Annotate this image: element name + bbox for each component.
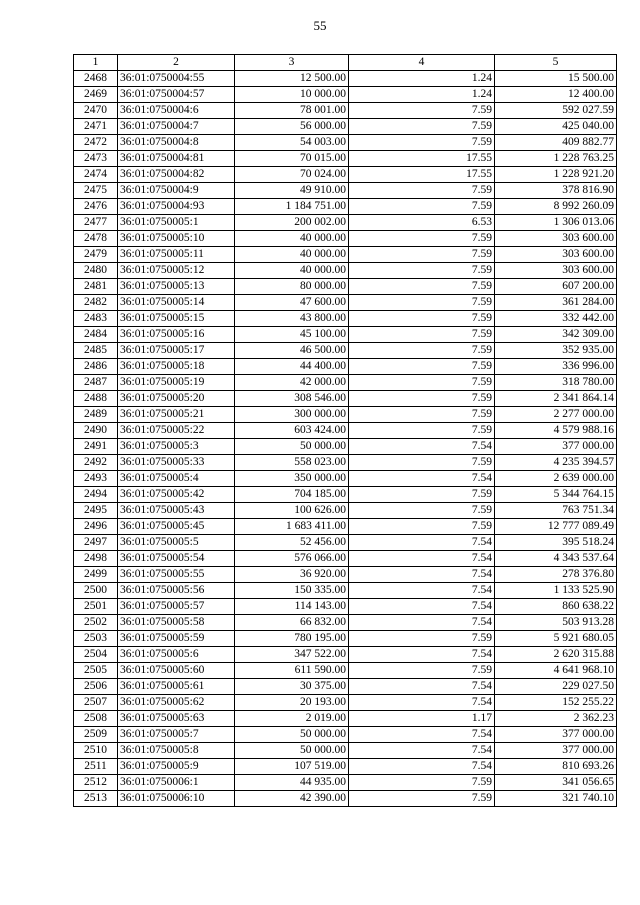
area-cell: 52 456.00 — [235, 535, 349, 551]
table-header-row — [74, 55, 617, 71]
value-cell: 4 235 394.57 — [495, 455, 617, 471]
area-cell: 43 800.00 — [235, 311, 349, 327]
area-cell: 50 000.00 — [235, 727, 349, 743]
rate-cell: 1.24 — [349, 87, 495, 103]
cadastral-number-cell: 36:01:0750005:63 — [118, 711, 235, 727]
row-number-cell: 2481 — [74, 279, 118, 295]
area-cell: 100 626.00 — [235, 503, 349, 519]
row-number-cell: 2476 — [74, 199, 118, 215]
value-cell: 377 000.00 — [495, 727, 617, 743]
column-header: 2 — [118, 55, 235, 71]
row-number-cell: 2469 — [74, 87, 118, 103]
area-cell: 44 400.00 — [235, 359, 349, 375]
table-row — [74, 455, 617, 471]
value-cell: 152 255.22 — [495, 695, 617, 711]
row-number-cell: 2492 — [74, 455, 118, 471]
rate-cell: 7.54 — [349, 551, 495, 567]
row-number-cell: 2493 — [74, 471, 118, 487]
value-cell: 377 000.00 — [495, 743, 617, 759]
table-row — [74, 615, 617, 631]
cadastral-number-cell: 36:01:0750005:4 — [118, 471, 235, 487]
rate-cell: 7.54 — [349, 535, 495, 551]
row-number-cell: 2490 — [74, 423, 118, 439]
table-row — [74, 343, 617, 359]
cadastral-number-cell: 36:01:0750006:1 — [118, 775, 235, 791]
column-header: 4 — [349, 55, 495, 71]
area-cell: 56 000.00 — [235, 119, 349, 135]
row-number-cell: 2482 — [74, 295, 118, 311]
value-cell: 763 751.34 — [495, 503, 617, 519]
cadastral-number-cell: 36:01:0750004:8 — [118, 135, 235, 151]
rate-cell: 7.54 — [349, 583, 495, 599]
column-header: 5 — [495, 55, 617, 71]
value-cell: 860 638.22 — [495, 599, 617, 615]
rate-cell: 7.59 — [349, 791, 495, 807]
cadastral-number-cell: 36:01:0750005:45 — [118, 519, 235, 535]
area-cell: 308 546.00 — [235, 391, 349, 407]
cadastral-number-cell: 36:01:0750006:10 — [118, 791, 235, 807]
table-row — [74, 711, 617, 727]
row-number-cell: 2468 — [74, 71, 118, 87]
row-number-cell: 2485 — [74, 343, 118, 359]
value-cell: 321 740.10 — [495, 791, 617, 807]
cadastral-number-cell: 36:01:0750005:17 — [118, 343, 235, 359]
value-cell: 4 343 537.64 — [495, 551, 617, 567]
row-number-cell: 2505 — [74, 663, 118, 679]
area-cell: 2 019.00 — [235, 711, 349, 727]
row-number-cell: 2502 — [74, 615, 118, 631]
rate-cell: 1.24 — [349, 71, 495, 87]
area-cell: 704 185.00 — [235, 487, 349, 503]
area-cell: 12 500.00 — [235, 71, 349, 87]
cadastral-number-cell: 36:01:0750005:19 — [118, 375, 235, 391]
rate-cell: 7.59 — [349, 487, 495, 503]
value-cell: 810 693.26 — [495, 759, 617, 775]
value-cell: 12 777 089.49 — [495, 519, 617, 535]
table-row — [74, 247, 617, 263]
cadastral-number-cell: 36:01:0750004:82 — [118, 167, 235, 183]
cadastral-number-cell: 36:01:0750005:42 — [118, 487, 235, 503]
value-cell: 8 992 260.09 — [495, 199, 617, 215]
rate-cell: 7.59 — [349, 279, 495, 295]
area-cell: 107 519.00 — [235, 759, 349, 775]
value-cell: 503 913.28 — [495, 615, 617, 631]
row-number-cell: 2510 — [74, 743, 118, 759]
rate-cell: 7.59 — [349, 503, 495, 519]
row-number-cell: 2479 — [74, 247, 118, 263]
table-row — [74, 743, 617, 759]
row-number-cell: 2496 — [74, 519, 118, 535]
table-row — [74, 87, 617, 103]
table-row — [74, 231, 617, 247]
value-cell: 303 600.00 — [495, 247, 617, 263]
table-row — [74, 311, 617, 327]
value-cell: 592 027.59 — [495, 103, 617, 119]
cadastral-number-cell: 36:01:0750005:22 — [118, 423, 235, 439]
table-row — [74, 551, 617, 567]
cadastral-number-cell: 36:01:0750005:58 — [118, 615, 235, 631]
value-cell: 2 341 864.14 — [495, 391, 617, 407]
area-cell: 36 920.00 — [235, 567, 349, 583]
cadastral-number-cell: 36:01:0750004:6 — [118, 103, 235, 119]
rate-cell: 7.54 — [349, 615, 495, 631]
value-cell: 409 882.77 — [495, 135, 617, 151]
cadastral-number-cell: 36:01:0750005:8 — [118, 743, 235, 759]
cadastral-number-cell: 36:01:0750005:16 — [118, 327, 235, 343]
area-cell: 1 184 751.00 — [235, 199, 349, 215]
area-cell: 78 001.00 — [235, 103, 349, 119]
rate-cell: 7.59 — [349, 375, 495, 391]
rate-cell: 7.54 — [349, 439, 495, 455]
area-cell: 47 600.00 — [235, 295, 349, 311]
value-cell: 278 376.80 — [495, 567, 617, 583]
value-cell: 378 816.90 — [495, 183, 617, 199]
row-number-cell: 2484 — [74, 327, 118, 343]
cadastral-number-cell: 36:01:0750004:93 — [118, 199, 235, 215]
cadastral-number-cell: 36:01:0750005:60 — [118, 663, 235, 679]
column-header: 3 — [235, 55, 349, 71]
table-row — [74, 183, 617, 199]
row-number-cell: 2503 — [74, 631, 118, 647]
area-cell: 40 000.00 — [235, 247, 349, 263]
area-cell: 70 024.00 — [235, 167, 349, 183]
cadastral-number-cell: 36:01:0750005:62 — [118, 695, 235, 711]
cadastral-number-cell: 36:01:0750005:6 — [118, 647, 235, 663]
area-cell: 40 000.00 — [235, 263, 349, 279]
column-header: 1 — [74, 55, 118, 71]
area-cell: 40 000.00 — [235, 231, 349, 247]
cadastral-number-cell: 36:01:0750005:14 — [118, 295, 235, 311]
value-cell: 1 228 921.20 — [495, 167, 617, 183]
value-cell: 2 362.23 — [495, 711, 617, 727]
row-number-cell: 2494 — [74, 487, 118, 503]
table-row — [74, 471, 617, 487]
value-cell: 2 620 315.88 — [495, 647, 617, 663]
value-cell: 2 639 000.00 — [495, 471, 617, 487]
rate-cell: 7.54 — [349, 743, 495, 759]
area-cell: 44 935.00 — [235, 775, 349, 791]
area-cell: 46 500.00 — [235, 343, 349, 359]
rate-cell: 7.54 — [349, 599, 495, 615]
area-cell: 558 023.00 — [235, 455, 349, 471]
row-number-cell: 2480 — [74, 263, 118, 279]
area-cell: 10 000.00 — [235, 87, 349, 103]
row-number-cell: 2473 — [74, 151, 118, 167]
table-row — [74, 103, 617, 119]
row-number-cell: 2472 — [74, 135, 118, 151]
rate-cell: 7.59 — [349, 231, 495, 247]
table-row — [74, 647, 617, 663]
area-cell: 350 000.00 — [235, 471, 349, 487]
rate-cell: 7.59 — [349, 359, 495, 375]
table-row — [74, 279, 617, 295]
table-row — [74, 391, 617, 407]
table-row — [74, 295, 617, 311]
row-number-cell: 2506 — [74, 679, 118, 695]
table-body — [74, 55, 617, 807]
row-number-cell: 2509 — [74, 727, 118, 743]
area-cell: 114 143.00 — [235, 599, 349, 615]
cadastral-number-cell: 36:01:0750005:5 — [118, 535, 235, 551]
rate-cell: 7.59 — [349, 407, 495, 423]
rate-cell: 17.55 — [349, 167, 495, 183]
rate-cell: 7.59 — [349, 183, 495, 199]
area-cell: 30 375.00 — [235, 679, 349, 695]
cadastral-number-cell: 36:01:0750004:55 — [118, 71, 235, 87]
data-table — [73, 54, 617, 807]
rate-cell: 7.59 — [349, 327, 495, 343]
rate-cell: 7.54 — [349, 471, 495, 487]
cadastral-number-cell: 36:01:0750005:56 — [118, 583, 235, 599]
area-cell: 1 683 411.00 — [235, 519, 349, 535]
cadastral-number-cell: 36:01:0750005:9 — [118, 759, 235, 775]
table-row — [74, 439, 617, 455]
cadastral-number-cell: 36:01:0750005:15 — [118, 311, 235, 327]
row-number-cell: 2478 — [74, 231, 118, 247]
value-cell: 361 284.00 — [495, 295, 617, 311]
area-cell: 576 066.00 — [235, 551, 349, 567]
rate-cell: 7.59 — [349, 519, 495, 535]
table-row — [74, 759, 617, 775]
cadastral-number-cell: 36:01:0750005:54 — [118, 551, 235, 567]
area-cell: 20 193.00 — [235, 695, 349, 711]
row-number-cell: 2508 — [74, 711, 118, 727]
value-cell: 352 935.00 — [495, 343, 617, 359]
rate-cell: 7.59 — [349, 199, 495, 215]
table-row — [74, 599, 617, 615]
rate-cell: 7.59 — [349, 295, 495, 311]
cadastral-number-cell: 36:01:0750004:81 — [118, 151, 235, 167]
rate-cell: 7.54 — [349, 679, 495, 695]
rate-cell: 7.59 — [349, 391, 495, 407]
value-cell: 5 921 680.05 — [495, 631, 617, 647]
table-row — [74, 167, 617, 183]
area-cell: 150 335.00 — [235, 583, 349, 599]
area-cell: 50 000.00 — [235, 439, 349, 455]
area-cell: 50 000.00 — [235, 743, 349, 759]
cadastral-number-cell: 36:01:0750005:55 — [118, 567, 235, 583]
rate-cell: 7.59 — [349, 103, 495, 119]
table-row — [74, 519, 617, 535]
rate-cell: 7.54 — [349, 647, 495, 663]
area-cell: 66 832.00 — [235, 615, 349, 631]
value-cell: 377 000.00 — [495, 439, 617, 455]
cadastral-number-cell: 36:01:0750005:18 — [118, 359, 235, 375]
table-row — [74, 503, 617, 519]
cadastral-number-cell: 36:01:0750004:7 — [118, 119, 235, 135]
area-cell: 347 522.00 — [235, 647, 349, 663]
rate-cell: 7.54 — [349, 567, 495, 583]
cadastral-number-cell: 36:01:0750005:11 — [118, 247, 235, 263]
value-cell: 4 641 968.10 — [495, 663, 617, 679]
value-cell: 1 228 763.25 — [495, 151, 617, 167]
row-number-cell: 2471 — [74, 119, 118, 135]
cadastral-number-cell: 36:01:0750005:43 — [118, 503, 235, 519]
value-cell: 336 996.00 — [495, 359, 617, 375]
table-row — [74, 119, 617, 135]
area-cell: 780 195.00 — [235, 631, 349, 647]
cadastral-number-cell: 36:01:0750004:9 — [118, 183, 235, 199]
row-number-cell: 2470 — [74, 103, 118, 119]
table-row — [74, 135, 617, 151]
cadastral-number-cell: 36:01:0750005:61 — [118, 679, 235, 695]
value-cell: 395 518.24 — [495, 535, 617, 551]
value-cell: 303 600.00 — [495, 231, 617, 247]
table-row — [74, 199, 617, 215]
cadastral-number-cell: 36:01:0750005:59 — [118, 631, 235, 647]
rate-cell: 7.59 — [349, 663, 495, 679]
table-row — [74, 679, 617, 695]
rate-cell: 1.17 — [349, 711, 495, 727]
table-row — [74, 215, 617, 231]
rate-cell: 7.54 — [349, 695, 495, 711]
area-cell: 200 002.00 — [235, 215, 349, 231]
row-number-cell: 2501 — [74, 599, 118, 615]
rate-cell: 7.59 — [349, 119, 495, 135]
value-cell: 318 780.00 — [495, 375, 617, 391]
cadastral-number-cell: 36:01:0750005:21 — [118, 407, 235, 423]
row-number-cell: 2477 — [74, 215, 118, 231]
value-cell: 332 442.00 — [495, 311, 617, 327]
rate-cell: 7.54 — [349, 727, 495, 743]
table-row — [74, 71, 617, 87]
rate-cell: 7.54 — [349, 759, 495, 775]
rate-cell: 7.59 — [349, 343, 495, 359]
row-number-cell: 2474 — [74, 167, 118, 183]
rate-cell: 7.59 — [349, 423, 495, 439]
rate-cell: 7.59 — [349, 775, 495, 791]
page-number: 55 — [313, 18, 327, 33]
cadastral-number-cell: 36:01:0750004:57 — [118, 87, 235, 103]
row-number-cell: 2486 — [74, 359, 118, 375]
table-row — [74, 151, 617, 167]
table-row — [74, 663, 617, 679]
rate-cell: 7.59 — [349, 311, 495, 327]
rate-cell: 7.59 — [349, 247, 495, 263]
value-cell: 4 579 988.16 — [495, 423, 617, 439]
cadastral-number-cell: 36:01:0750005:20 — [118, 391, 235, 407]
cadastral-number-cell: 36:01:0750005:3 — [118, 439, 235, 455]
cadastral-number-cell: 36:01:0750005:1 — [118, 215, 235, 231]
area-cell: 49 910.00 — [235, 183, 349, 199]
area-cell: 70 015.00 — [235, 151, 349, 167]
row-number-cell: 2513 — [74, 791, 118, 807]
value-cell: 607 200.00 — [495, 279, 617, 295]
cadastral-number-cell: 36:01:0750005:57 — [118, 599, 235, 615]
table-row — [74, 631, 617, 647]
table-row — [74, 535, 617, 551]
row-number-cell: 2495 — [74, 503, 118, 519]
row-number-cell: 2507 — [74, 695, 118, 711]
value-cell: 1 306 013.06 — [495, 215, 617, 231]
table-row — [74, 407, 617, 423]
value-cell: 1 133 525.90 — [495, 583, 617, 599]
row-number-cell: 2487 — [74, 375, 118, 391]
row-number-cell: 2504 — [74, 647, 118, 663]
cadastral-number-cell: 36:01:0750005:33 — [118, 455, 235, 471]
row-number-cell: 2489 — [74, 407, 118, 423]
row-number-cell: 2512 — [74, 775, 118, 791]
value-cell: 425 040.00 — [495, 119, 617, 135]
table-row — [74, 791, 617, 807]
table-row — [74, 375, 617, 391]
rate-cell: 6.53 — [349, 215, 495, 231]
cadastral-number-cell: 36:01:0750005:7 — [118, 727, 235, 743]
rate-cell: 7.59 — [349, 455, 495, 471]
rate-cell: 7.59 — [349, 263, 495, 279]
row-number-cell: 2499 — [74, 567, 118, 583]
table-row — [74, 775, 617, 791]
table-row — [74, 327, 617, 343]
cadastral-number-cell: 36:01:0750005:10 — [118, 231, 235, 247]
area-cell: 300 000.00 — [235, 407, 349, 423]
area-cell: 603 424.00 — [235, 423, 349, 439]
table-row — [74, 423, 617, 439]
rate-cell: 17.55 — [349, 151, 495, 167]
row-number-cell: 2491 — [74, 439, 118, 455]
area-cell: 45 100.00 — [235, 327, 349, 343]
value-cell: 341 056.65 — [495, 775, 617, 791]
rate-cell: 7.59 — [349, 631, 495, 647]
value-cell: 5 344 764.15 — [495, 487, 617, 503]
table-row — [74, 487, 617, 503]
row-number-cell: 2497 — [74, 535, 118, 551]
value-cell: 12 400.00 — [495, 87, 617, 103]
row-number-cell: 2475 — [74, 183, 118, 199]
table-row — [74, 359, 617, 375]
table-row — [74, 695, 617, 711]
area-cell: 611 590.00 — [235, 663, 349, 679]
row-number-cell: 2511 — [74, 759, 118, 775]
area-cell: 42 000.00 — [235, 375, 349, 391]
area-cell: 42 390.00 — [235, 791, 349, 807]
area-cell: 80 000.00 — [235, 279, 349, 295]
value-cell: 2 277 000.00 — [495, 407, 617, 423]
row-number-cell: 2488 — [74, 391, 118, 407]
area-cell: 54 003.00 — [235, 135, 349, 151]
value-cell: 342 309.00 — [495, 327, 617, 343]
rate-cell: 7.59 — [349, 135, 495, 151]
table-row — [74, 263, 617, 279]
table-row — [74, 567, 617, 583]
row-number-cell: 2483 — [74, 311, 118, 327]
value-cell: 303 600.00 — [495, 263, 617, 279]
table-row — [74, 583, 617, 599]
table-row — [74, 727, 617, 743]
value-cell: 15 500.00 — [495, 71, 617, 87]
cadastral-number-cell: 36:01:0750005:13 — [118, 279, 235, 295]
value-cell: 229 027.50 — [495, 679, 617, 695]
cadastral-number-cell: 36:01:0750005:12 — [118, 263, 235, 279]
row-number-cell: 2500 — [74, 583, 118, 599]
row-number-cell: 2498 — [74, 551, 118, 567]
